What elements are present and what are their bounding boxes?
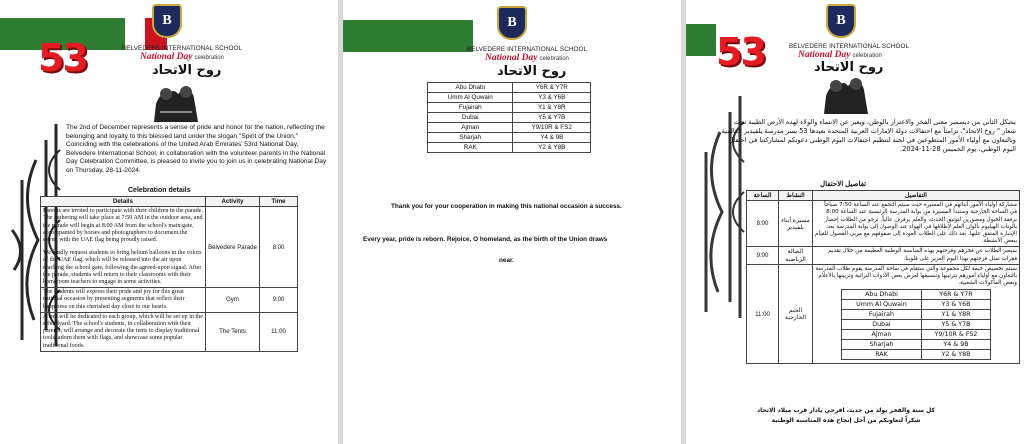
school-crest: B [497, 6, 527, 40]
tent-classes: Y4 & 9B [921, 340, 990, 350]
classes-body [842, 290, 991, 360]
header-activity: Activity [206, 197, 260, 207]
tent-name: Fujairah [428, 103, 513, 113]
table-row [842, 320, 991, 330]
page-classes [343, 0, 681, 444]
tent-classes: Y1 & Y8R [513, 103, 591, 113]
tent-classes: Y5 & Y7B [513, 113, 591, 123]
table-row [428, 103, 591, 113]
green-band [343, 20, 473, 52]
green-band [686, 24, 716, 56]
tent-classes: Y3 & Y6B [513, 93, 591, 103]
row-activity: Gym [206, 288, 260, 313]
page-arabic [686, 0, 1024, 444]
national-day-title: National Day celebration [140, 52, 224, 62]
tent-name: Sharjah [428, 133, 513, 143]
details-table-ar [746, 190, 1020, 364]
classes-table [841, 289, 991, 360]
tent-name: RAK [428, 143, 513, 153]
tent-classes: Y5 & Y7B [921, 320, 990, 330]
header-details: التفاصيل [813, 191, 1020, 201]
row-activity: Belvedere Parade [206, 207, 260, 288]
tent-classes: Y6R & Y7R [921, 290, 990, 300]
intro-paragraph: The 2nd of December represents a sense of pride and honor for the nation, reflecting the belonging and loyalty to this blessed land under the slogan "Spirit of the Union." Coinciding with the celebrations of the United Arab Emirates' 53rd National Day, Belvedere International School, in collaboration with the volunteer parents in the National Day Celebration Committee, is pleased to invite you to join us in celebrating National Day on Thursday, 28-11-2024. [66, 124, 327, 174]
tent-name: Umm Al Quwain [842, 300, 922, 310]
national-day-title: National Day celebration [798, 50, 882, 60]
row-time: 8:00 [747, 201, 779, 247]
row-time: 11:00 [747, 264, 779, 364]
arabic-title: روح الاتحاد [814, 60, 884, 75]
badge-53: 53 [38, 36, 87, 80]
details-text: We kindly request students to bring helium balloons in the colors of the UAE flag, which will be released into the air upon reaching the school gate, following the agreed-upon signal. After the parade, students will return to their classrooms with their homeroom teachers to engage in some activities. [43, 250, 202, 286]
pride-line: Every year, pride is reborn. Rejoice, O homeland, as the birth of the Union draws [363, 236, 608, 243]
arabic-title: روح الاتحاد [497, 64, 567, 79]
arabic-title: روح الاتحاد [152, 63, 222, 78]
row-details: The students will express their pride and joy for this great national occasion by presenting segments that reflect their happiness on this cherished day close to our hearts. [41, 288, 206, 313]
tent-classes: Y2 & Y8B [513, 143, 591, 153]
details-heading-ar: تفاصيل الاحتفال [820, 181, 867, 188]
row-details: مشاركة أولياء الأمور أبنائهم في المسيرة حيث سيتم التجمع عند الساعة 7:50 صباحاً في الساحة الخارجية وستبدأ المسيرة من بوابة المدرسة الرئيسية عند الساعة 8:00 برفقة الخيول ومصورين لتوثيق الحدث، والعلم يرفرف عالياً. نرجو من الطلاب إحضار بالونات الهيليوم بألوان العلم لإطلاقها في الهواء عند الوصول إلى بوابة المدرسة بعد الإشارة المتفق عليها، بعد ذلك على الطلاب العودة إلى صفوفهم مع مربي الفصول للقيام ببعض الأنشطة. [813, 201, 1020, 247]
details-table [40, 196, 298, 352]
tent-classes: Y6R & Y7R [513, 83, 591, 93]
school-name: BELVEDERE INTERNATIONAL SCHOOL [789, 43, 910, 50]
school-crest: B [152, 4, 182, 38]
tent-classes: Y4 & 9B [513, 133, 591, 143]
table-row [842, 300, 991, 310]
leaders-silhouette [818, 74, 874, 114]
tent-name: RAK [842, 350, 922, 360]
table-row [747, 264, 1020, 364]
leaders-silhouette [148, 82, 204, 122]
header-time: الساعة [747, 191, 779, 201]
tent-classes: Y2 & Y8B [921, 350, 990, 360]
row-activity: الصالة الرياضية [779, 247, 813, 264]
details-text: Parents are invited to participate with their children in the parade. The gathering will take place at 7:50 AM in the outdoor area, and the parade will begin at 8:00 AM from the school's main gate, accompanied by horses and photographers to document the event, with the UAE flag being proudly raised. [43, 208, 203, 244]
row-details [41, 207, 206, 288]
table-row [428, 133, 591, 143]
intro-paragraph-ar: بشكل الثاني من ديسمبر معنى الفخر والاعتزاز بالوطن، ويعبر عن الانتماء والولاء لهذه الأرض الطيبة تحت شعار " روح الاتحاد"، تزامناً مع احتفالات دولة الإمارات العربية المتحدة بعيدها 53 يسر مدرسة بلفيدير العالمية وبالتعاون مع أولياء الأمور المتطوعين في لجنة لتنظيم احتفالات اليوم الوطني دعوتكم لمشاركتنا في احتفال اليوم الوطني، يوم الخميس 28-11-2024. [721, 118, 1016, 153]
table-row [428, 123, 591, 133]
row-time: 9:00 [747, 247, 779, 264]
classes-body [428, 83, 591, 153]
table-row [747, 247, 1020, 264]
tent-classes: Y3 & Y6B [921, 300, 990, 310]
table-header [747, 191, 1020, 201]
row-time: 8:00 [260, 207, 298, 288]
school-crest: B [826, 4, 856, 38]
badge-53: 53 [716, 30, 765, 74]
tent-name: Ajman [428, 123, 513, 133]
header-activity: النشاط [779, 191, 813, 201]
table-row [428, 113, 591, 123]
table-row [428, 143, 591, 153]
school-name: BELVEDERE INTERNATIONAL SCHOOL [467, 46, 588, 53]
tent-name: Abu Dhabi [842, 290, 922, 300]
details-text: سيتم تخصيص خيمة لكل مجموعة والتي ستقام في ساحة المدرسة يقوم طلاب المدرسة بالتعاون مع أولياء أمورهم بترتيبها وتنسيقها لعرض بعض الأدوات التراثية وتزيينها بالأعلام وبعض المأكولات الشعبية. [815, 265, 1017, 287]
school-name: BELVEDERE INTERNATIONAL SCHOOL [122, 45, 243, 52]
table-row [428, 93, 591, 103]
tent-name: Dubai [428, 113, 513, 123]
row-time: 11:00 [260, 312, 298, 351]
table-row [41, 207, 298, 288]
table-row [747, 201, 1020, 247]
table-row [428, 83, 591, 93]
tent-classes: Y9/10R & FS2 [921, 330, 990, 340]
pride-line-end: near. [499, 257, 514, 264]
header-details: Details [41, 197, 206, 207]
table-row [842, 310, 991, 320]
thanks-note: Thank you for your cooperation in making this national occasion a success. [391, 203, 622, 210]
row-activity: مسيرة أبناء بلفيدير [779, 201, 813, 247]
row-details: A tent will be dedicated to each group, which will be set up in the schoolyard. The school's students, in collaboration with their parents, will arrange and decorate the tents to display traditional tools, adorn them with flags, and showcase some popular traditional foods. [41, 312, 206, 351]
tent-classes: Y9/10R & FS2 [513, 123, 591, 133]
tent-name: Sharjah [842, 340, 922, 350]
table-header [41, 197, 298, 207]
row-activity: الخيم الخارجية [779, 264, 813, 364]
closing-line: كل سنة والفخر يولد من جديد، افرحي يادار قرب ميلاد الاتحاد [757, 407, 935, 414]
tent-name: Fujairah [842, 310, 922, 320]
page-english [0, 0, 338, 444]
row-details [813, 264, 1020, 364]
details-heading: Celebration details [128, 187, 191, 194]
tent-name: Ajman [842, 330, 922, 340]
table-row [842, 290, 991, 300]
closing-thanks: شكراً لتعاونكم من أجل إنجاح هذه المناسبة الوطنية [771, 417, 921, 424]
tent-name: Abu Dhabi [428, 83, 513, 93]
tent-name: Dubai [842, 320, 922, 330]
table-row [842, 350, 991, 360]
classes-table [427, 82, 591, 153]
row-activity: The Tents [206, 312, 260, 351]
row-time: 9:00 [260, 288, 298, 313]
header-time: Time [260, 197, 298, 207]
table-row [842, 330, 991, 340]
table-row [41, 288, 298, 313]
table-row [41, 312, 298, 351]
tent-classes: Y1 & Y8R [921, 310, 990, 320]
table-row [842, 340, 991, 350]
tent-name: Umm Al Quwain [428, 93, 513, 103]
national-day-title: National Day celebration [485, 53, 569, 63]
row-details: سيعبر الطلاب عن فخرهم وفرحتهم بهذه المناسبة الوطنية العظيمة من خلال تقديم فقرات تمثل فرحتهم بهذا اليوم العزيز على قلوبنا. [813, 247, 1020, 264]
